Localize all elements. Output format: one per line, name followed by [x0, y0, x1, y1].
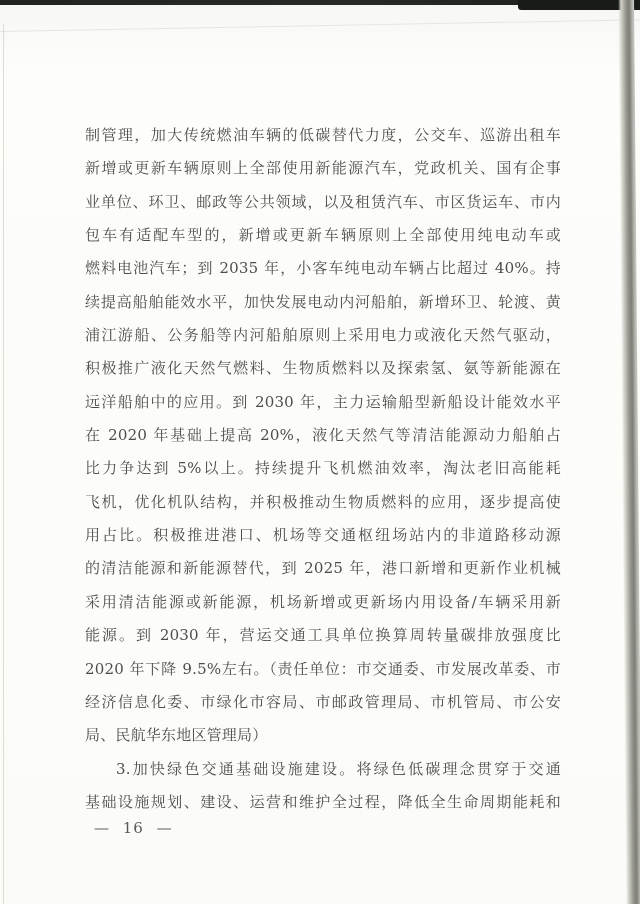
page-top-edge-line — [0, 19, 640, 32]
text-line: 远洋船舶中的应用。到 2030 年，主力运输船型新船设计能效水平 — [85, 392, 561, 411]
text-line: 新增或更新车辆原则上全部使用新能源汽车，党政机关、国有企事 — [85, 159, 561, 178]
text-line: 局、民航华东地区管理局） — [85, 726, 268, 745]
text-line: 飞机，优化机队结构，并积极推动生物质燃料的应用，逐步提高使 — [85, 492, 561, 511]
text-line: 经济信息化委、市绿化市容局、市邮政管理局、市机管局、市公安 — [85, 692, 561, 711]
text-line: 续提高船舶能效水平，加快发展电动内河船舶，新增环卫、轮渡、黄 — [85, 292, 561, 311]
text-line: 燃料电池汽车；到 2035 年，小客车纯电动车辆占比超过 40%。持 — [85, 259, 561, 278]
text-line: 采用清洁能源或新能源，机场新增或更新场内用设备/车辆采用新 — [85, 592, 561, 611]
scan-edge-right — [618, 0, 640, 904]
text-line: 2020 年下降 9.5%左右。（责任单位：市交通委、市发展改革委、市 — [85, 659, 561, 678]
text-line: 比力争达到 5%以上。持续提升飞机燃油效率，淘汰老旧高能耗 — [85, 459, 561, 478]
scan-edge-left — [3, 24, 4, 904]
text-line: 的清洁能源和新能源替代，到 2025 年，港口新增和更新作业机械 — [85, 559, 561, 578]
page-number: — 16 — — [94, 819, 173, 837]
text-line: 基础设施规划、建设、运营和维护全过程，降低全生命周期能耗和 — [85, 792, 561, 811]
document-body — [85, 119, 561, 819]
text-line: 在 2020 年基础上提高 20%，液化天然气等清洁能源动力船舶占 — [85, 426, 561, 445]
text-line: 积极推广液化天然气燃料、生物质燃料以及探索氢、氨等新能源在 — [85, 359, 561, 378]
text-line: 浦江游船、公务船等内河船舶原则上采用电力或液化天然气驱动， — [85, 326, 561, 345]
text-line-paragraph-start: 3.加快绿色交通基础设施建设。将绿色低碳理念贯穿于交通 — [116, 759, 561, 778]
text-line: 用占比。积极推进港口、机场等交通枢纽场站内的非道路移动源 — [85, 526, 561, 545]
text-line: 业单位、环卫、邮政等公共领域，以及租赁汽车、市区货运车、市内 — [85, 192, 561, 211]
text-line: 能源。到 2030 年，营运交通工具单位换算周转量碳排放强度比 — [85, 626, 561, 645]
text-line: 制管理，加大传统燃油车辆的低碳替代力度，公交车、巡游出租车 — [85, 126, 561, 144]
text-line: 包车有适配车型的，新增或更新车辆原则上全部使用纯电动车或 — [85, 226, 561, 245]
